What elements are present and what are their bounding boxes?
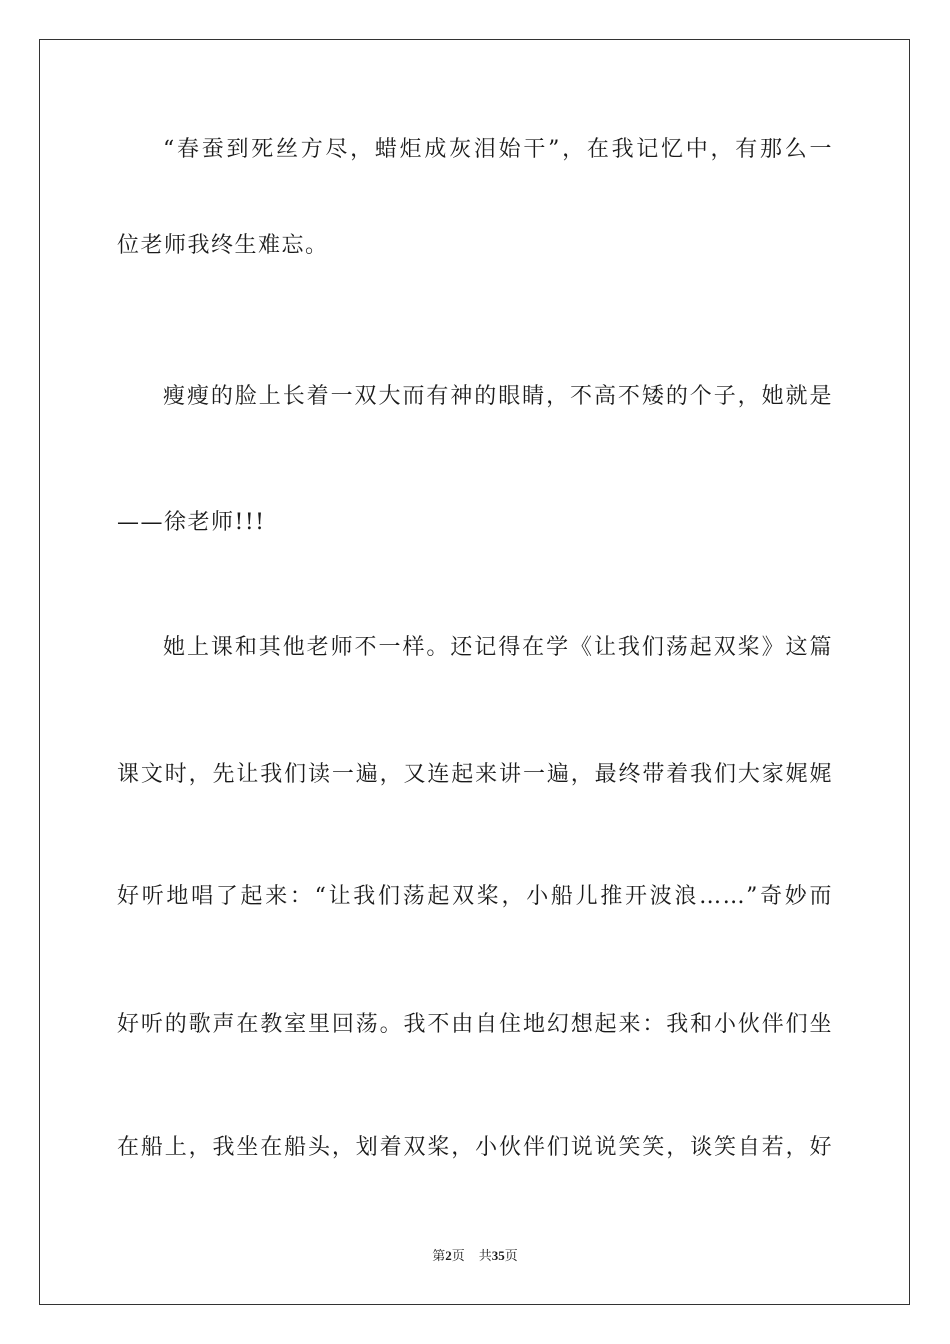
page-number: 2 [445,1248,452,1263]
page-border [39,39,910,1305]
total-pages: 35 [491,1248,505,1263]
paragraph-line-6: 课文时，先让我们读一遍，又连起来讲一遍，最终带着我们大家娓娓 [117,762,833,787]
paragraph-line-2: 位老师我终生难忘。 [117,233,329,258]
page-prefix: 第 [432,1249,446,1264]
paragraph-line-7: 好听地唱了起来：“让我们荡起双桨，小船儿推开波浪……”奇妙而 [117,884,833,909]
paragraph-line-8: 好听的歌声在教室里回荡。我不由自住地幻想起来：我和小伙伴们坐 [117,1012,833,1037]
total-suffix: 页 [504,1249,518,1264]
paragraph-line-3: 瘦瘦的脸上长着一双大而有神的眼睛，不高不矮的个子，她就是 [163,384,833,409]
page-footer [0,1247,950,1266]
page-suffix: 页 [451,1249,465,1264]
paragraph-line-4: ——徐老师!!! [117,510,266,535]
paragraph-line-1: “春蚕到死丝方尽，蜡炬成灰泪始干”，在我记忆中，有那么一 [163,137,833,162]
paragraph-line-5: 她上课和其他老师不一样。还记得在学《让我们荡起双桨》这篇 [163,635,833,660]
paragraph-line-9: 在船上，我坐在船头，划着双桨，小伙伴们说说笑笑，谈笑自若，好 [117,1135,833,1160]
total-prefix: 共 [478,1249,492,1264]
